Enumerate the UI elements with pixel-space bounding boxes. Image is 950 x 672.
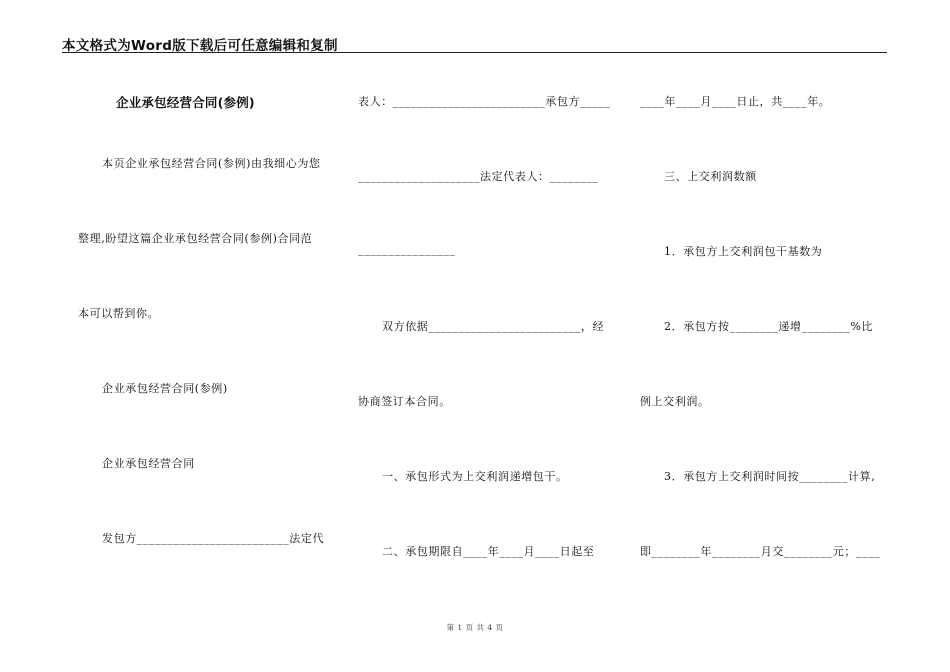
text-line: 三、上交利润数额 [664, 170, 757, 183]
text-line: 2．承包方按________递增________%比 [664, 320, 874, 333]
text-line: 3．承包方上交利润时间按________计算, [664, 470, 876, 483]
text-line: 协商签订本合同。 [358, 395, 451, 408]
text-line: 企业承包经营合同(参例) [102, 382, 228, 395]
text-line: 表人：_________________________承包方_____ [358, 95, 611, 108]
text-line: 双方依据_________________________，经 [382, 320, 605, 333]
text-line: 本页企业承包经营合同(参例)由我细心为您 [102, 157, 321, 170]
header-divider [62, 52, 887, 53]
text-line: 整理,盼望这篇企业承包经营合同(参例)合同范 [78, 232, 313, 245]
text-line: 1．承包方上交利润包干基数为 [664, 245, 823, 258]
document-title: 企业承包经营合同(参例) [116, 95, 255, 110]
text-line: ________________ [358, 243, 456, 256]
text-line: 企业承包经营合同 [102, 457, 195, 470]
text-line: 例上交利润。 [640, 395, 710, 408]
page-number: 第 1 页 共 4 页 [446, 623, 504, 632]
text-line: 本可以帮到你。 [78, 307, 160, 320]
text-line: ____年____月____日止，共____年。 [640, 95, 831, 108]
text-line: 一、承包形式为上交利润递增包干。 [382, 470, 568, 483]
text-line: 二、承包期限自____年____月____日起至 [382, 545, 595, 558]
text-line: ____________________法定代表人：________ [358, 170, 599, 183]
page-header: 本文格式为Word版下载后可任意编辑和复制 [62, 38, 338, 54]
text-line: 即________年________月交________元；____ [640, 545, 881, 558]
text-line: 发包方_________________________法定代 [102, 532, 325, 545]
